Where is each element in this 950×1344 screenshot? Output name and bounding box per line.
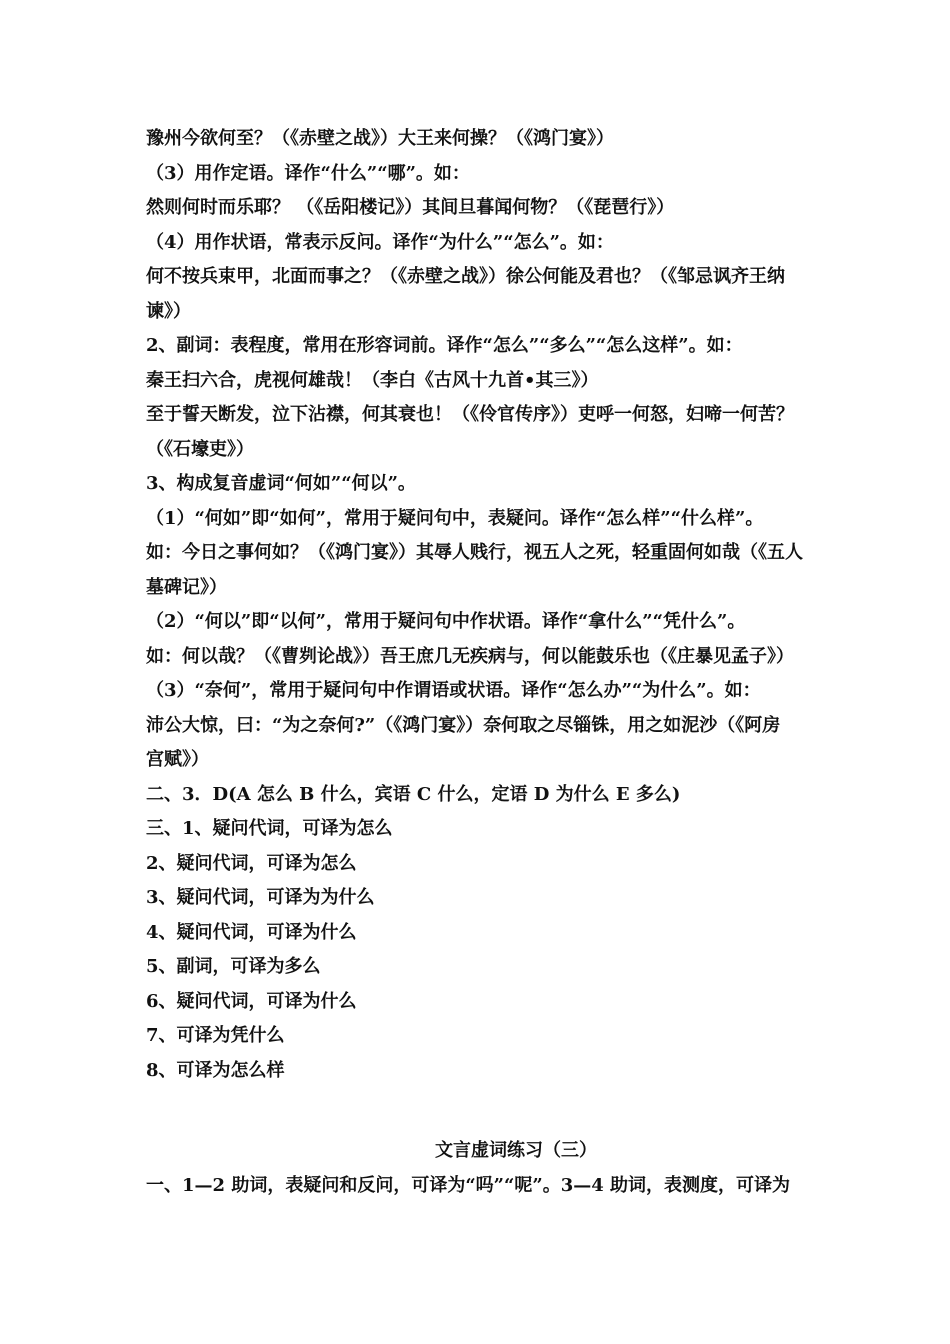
text-line: 8、可译为怎么样	[146, 1059, 285, 1081]
text-line: 墓碑记》）	[146, 576, 227, 598]
text-line: 沛公大惊，曰：“为之奈何?”（《鸿门宴》）奈何取之尽锱铢，用之如泥沙（《阿房	[146, 714, 781, 736]
section-title: 文言虚词练习（三）	[435, 1140, 597, 1161]
text-line: （2）“何以”即“以何”，常用于疑问句中作状语。译作“拿什么”“凭什么”。	[146, 611, 746, 632]
text-line: 谏》）	[146, 300, 191, 322]
text-line: 然则何时而乐耶？ （《岳阳楼记》）其间旦暮闻何物？（《琵琶行》）	[146, 197, 675, 218]
text-line: 三、1、疑问代词，可译为怎么	[146, 818, 393, 839]
text-line: （4）用作状语，常表示反问。译作“为什么”“怎么”。如：	[146, 231, 614, 253]
text-line: 4、疑问代词，可译为什么	[146, 921, 357, 943]
section-spacer	[146, 1088, 826, 1134]
text-line: （《石壕吏》）	[146, 438, 254, 460]
text-line: 豫州今欲何至？（《赤壁之战》）大王来何操？（《鸿门宴》）	[146, 128, 614, 149]
text-line: 3、疑问代词，可译为为什么	[146, 887, 375, 908]
text-line: 7、可译为凭什么	[146, 1025, 285, 1046]
text-line: 如：何以哉？（《曹刿论战》）吾王庶几无疾病与，何以能鼓乐也（《庄暴见孟子》）	[146, 645, 794, 667]
text-line: 至于誓天断发，泣下沾襟，何其衰也！（《伶官传序》）吏呼一何怒，妇啼一何苦？	[146, 404, 794, 425]
text-line: 2、疑问代词，可译为怎么	[146, 852, 357, 874]
text-line: （1）“何如”即“如何”，常用于疑问句中，表疑问。译作“怎么样”“什么样”。	[146, 507, 764, 529]
text-line: 6、疑问代词，可译为什么	[146, 990, 357, 1012]
text-line: 何不按兵束甲，北面而事之？（《赤壁之战》）徐公何能及君也？（《邹忌讽齐王纳	[146, 266, 785, 287]
text-line: 如：今日之事何如？（《鸿门宴》）其辱人贱行，视五人之死，轻重固何如哉（《五人	[146, 542, 803, 563]
text-line: （3）用作定语。译作“什么”“哪”。如：	[146, 162, 470, 184]
text-line: 秦王扫六合，虎视何雄哉！（李白《古风十九首•其三》）	[146, 369, 599, 391]
text-line: 2、副词：表程度，常用在形容词前。译作“怎么”“多么”“怎么这样”。如：	[146, 335, 743, 356]
text-line: 二、3．D(A 怎么 B 什么，宾语 C 什么，定语 D 为什么 E 多么)	[146, 783, 681, 805]
document-body	[146, 122, 826, 1203]
text-line: 3、构成复音虚词“何如”“何以”。	[146, 473, 416, 494]
text-line: （3）“奈何”，常用于疑问句中作谓语或状语。译作“怎么办”“为什么”。如：	[146, 680, 761, 701]
text-line: 宫赋》）	[146, 749, 209, 770]
text-line: 5、副词，可译为多么	[146, 956, 321, 977]
text-line: 一、1—2 助词，表疑问和反问，可译为“吗”“呢”。3—4 助词，表测度，可译为	[146, 1174, 791, 1196]
